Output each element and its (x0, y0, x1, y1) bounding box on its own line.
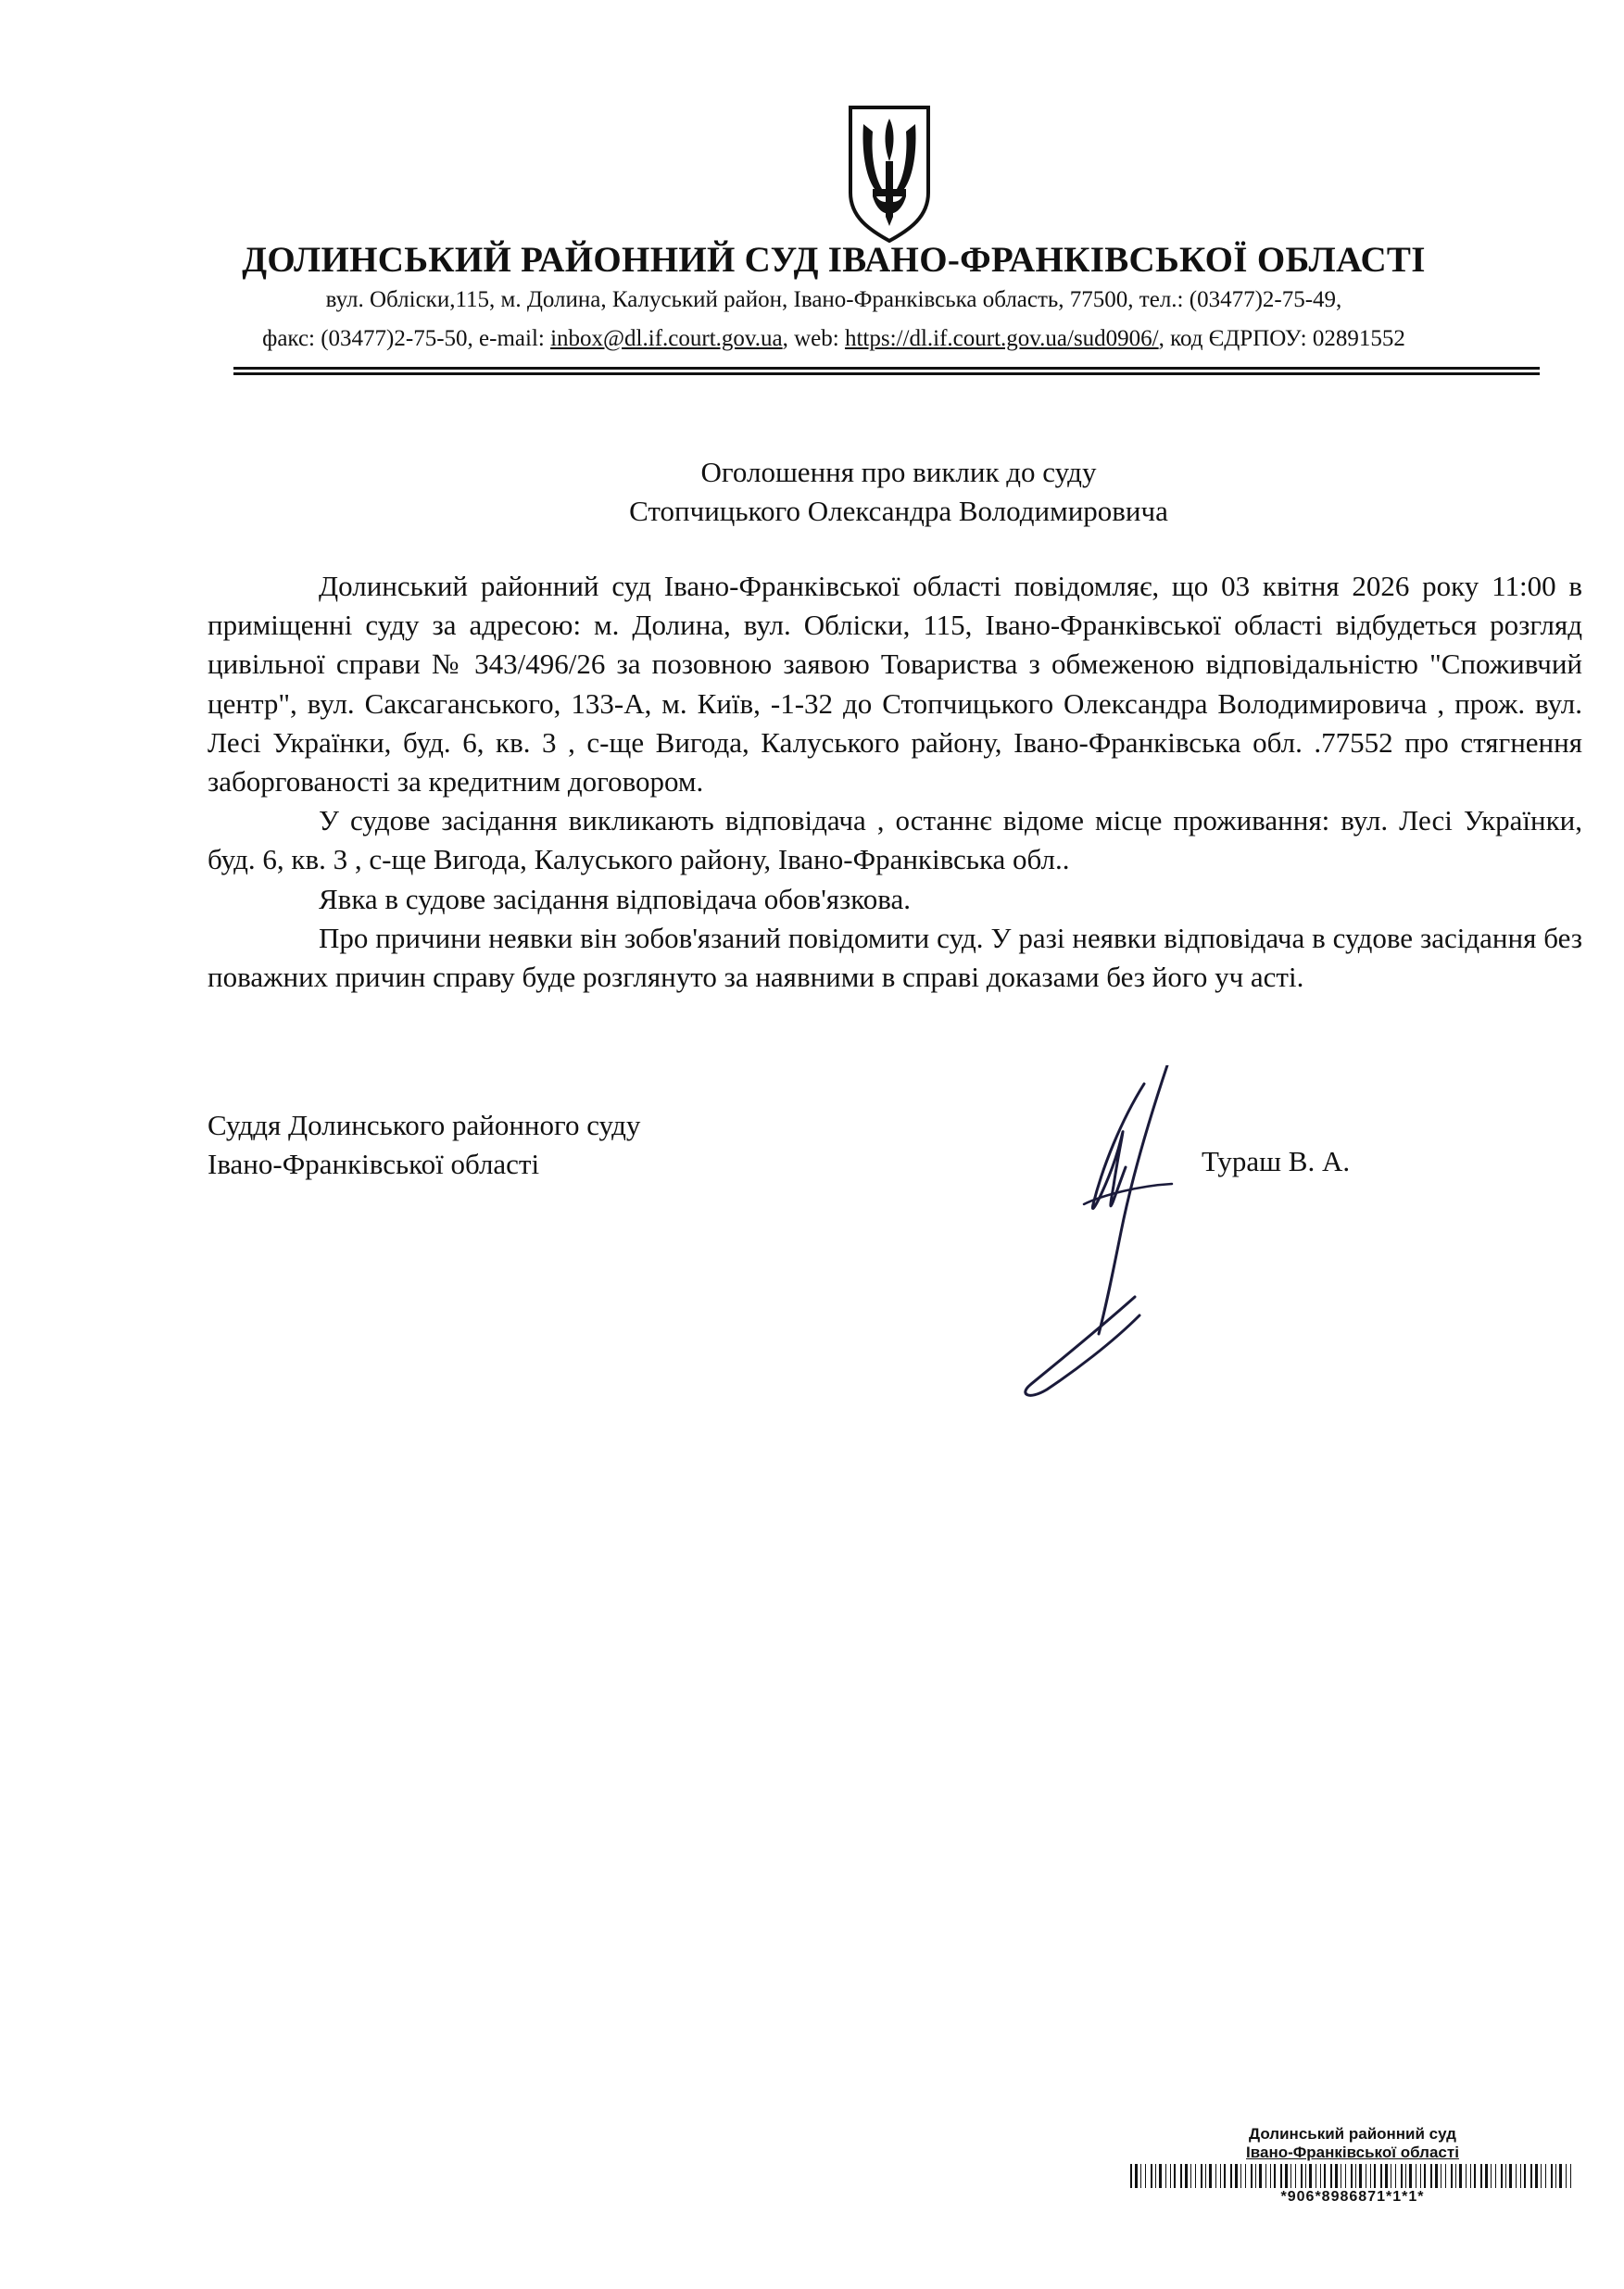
barcode-number: *906*8986871*1*1* (1280, 2189, 1425, 2205)
handwritten-signature (1010, 1065, 1232, 1408)
judge-position-line1: Суддя Долинського районного суду (208, 1109, 641, 1141)
paragraph-consequences: Про причини неявки він зобов'язаний повідомити суд. У разі неявки відповідача в судове засідання без поважних причин справу буде розглянуто за наявними в справі доказами без його уч асті. (208, 921, 1582, 994)
paragraph-attendance: Явка в судове засідання відповідача обов'язкова. (319, 882, 912, 915)
notice-body (208, 567, 1582, 997)
fax-label: факс: (03477)2-75-50, e-mail: (262, 326, 551, 351)
web-label: , web: (782, 326, 845, 351)
edrpou-code: , код ЄДРПОУ: 02891552 (1158, 326, 1405, 351)
judge-position-line2: Івано-Франківської області (208, 1148, 540, 1180)
judge-position (208, 1106, 640, 1184)
court-contacts (185, 326, 1482, 352)
court-address: вул. Обліски,115, м. Долина, Калуський район, Івано-Франківська область, 77500, тел.: (03477)2-75-49, (325, 287, 1342, 312)
document-title: Оголошення про виклик до суду (700, 456, 1097, 488)
trident-emblem-icon (845, 104, 934, 243)
registration-stamp (1126, 2125, 1580, 2207)
court-name-heading: ДОЛИНСЬКИЙ РАЙОННИЙ СУД ІВАНО-ФРАНКІВСЬКОЇ ОБЛАСТІ (242, 240, 1426, 280)
email-link[interactable]: inbox@dl.if.court.gov.ua (550, 326, 783, 351)
stamp-region-line: Івано-Франківської області (1246, 2144, 1459, 2161)
judge-name: Тураш В. А. (1202, 1145, 1351, 1177)
paragraph-hearing: Долинський районний суд Івано-Франківської області повідомляє, що 03 квітня 2026 року 11:00 в приміщенні суду за адресою: м. Долина, вул. Обліски, 115, Івано-Франківської області відбудеться розгляд цивільної справи № 343/496/26 за позовною заявою Товариства з обмеженою відповідальністю "Споживчий центр", вул. Саксаганського, 133-А, м. Київ, -1-32 до Стопчицького Олександра Володимировича , прож. вул. Лесі Українки, буд. 6, кв. 3 , с-ще Вигода, Калуського району, Івано-Франківська обл. .77552 про стягнення заборгованості за кредитним договором. (208, 570, 1582, 799)
header-divider (233, 367, 1540, 376)
website-link[interactable]: https://dl.if.court.gov.ua/sud0906/ (844, 326, 1159, 351)
document-subject: Стопчицького Олександра Володимировича (629, 495, 1168, 527)
stamp-court-line: Долинський районний суд (1249, 2125, 1456, 2143)
barcode-icon (1130, 2164, 1575, 2188)
paragraph-summons: У судове засідання викликають відповідача , останнє відоме місце проживання: вул. Лесі Українки, буд. 6, кв. 3 , с-ще Вигода, Калуського району, Івано-Франківська обл.. (208, 804, 1582, 876)
